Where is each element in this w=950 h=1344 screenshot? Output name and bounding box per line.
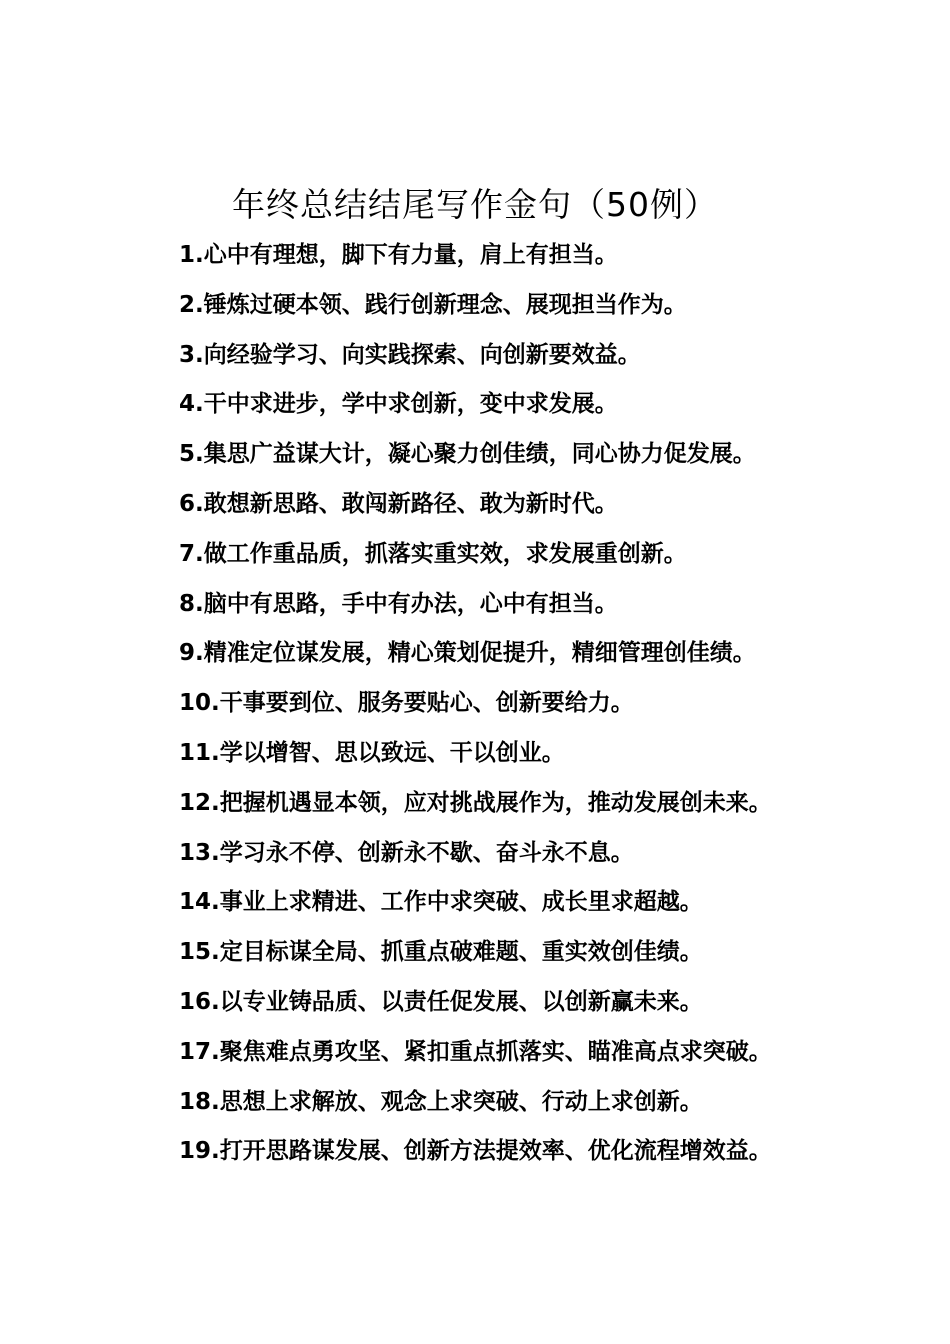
list-item: 12.把握机遇显本领，应对挑战展作为，推动发展创未来。 bbox=[179, 789, 772, 816]
list-item: 6.敢想新思路、敢闯新路径、敢为新时代。 bbox=[179, 490, 618, 517]
quote-list bbox=[179, 231, 879, 1177]
list-item: 3.向经验学习、向实践探索、向创新要效益。 bbox=[179, 341, 641, 368]
list-item: 9.精准定位谋发展，精心策划促提升，精细管理创佳绩。 bbox=[179, 640, 756, 667]
list-item: 14.事业上求精进、工作中求突破、成长里求超越。 bbox=[179, 889, 703, 916]
list-item: 19.打开思路谋发展、创新方法提效率、优化流程增效益。 bbox=[179, 1138, 772, 1165]
list-item: 13.学习永不停、创新永不歇、奋斗永不息。 bbox=[179, 839, 634, 866]
list-item: 4.干中求进步，学中求创新，变中求发展。 bbox=[179, 391, 618, 418]
page-title: 年终总结结尾写作金句（50例） bbox=[232, 185, 718, 224]
list-item: 18.思想上求解放、观念上求突破、行动上求创新。 bbox=[179, 1088, 703, 1115]
list-item: 8.脑中有思路，手中有办法，心中有担当。 bbox=[179, 590, 618, 617]
list-item: 1.心中有理想，脚下有力量，肩上有担当。 bbox=[179, 242, 618, 268]
list-item: 7.做工作重品质，抓落实重实效，求发展重创新。 bbox=[179, 540, 687, 567]
list-item: 11.学以增智、思以致远、干以创业。 bbox=[179, 739, 565, 766]
list-item: 5.集思广益谋大计，凝心聚力创佳绩，同心协力促发展。 bbox=[179, 441, 756, 468]
list-item: 17.聚焦难点勇攻坚、紧扣重点抓落实、瞄准高点求突破。 bbox=[179, 1038, 772, 1065]
list-item: 15.定目标谋全局、抓重点破难题、重实效创佳绩。 bbox=[179, 939, 703, 966]
list-item: 10.干事要到位、服务要贴心、创新要给力。 bbox=[179, 690, 634, 717]
list-item: 16.以专业铸品质、以责任促发展、以创新赢未来。 bbox=[179, 988, 703, 1015]
list-item: 2.锤炼过硬本领、践行创新理念、展现担当作为。 bbox=[179, 291, 687, 318]
